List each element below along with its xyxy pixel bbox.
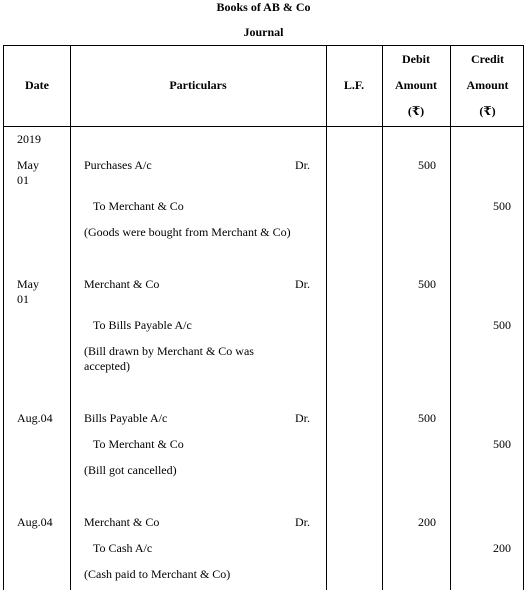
header-particulars: Particulars	[169, 78, 227, 92]
header-debit-line1: Debit	[402, 52, 430, 66]
header-divider	[4, 126, 523, 127]
header-credit-line2: Amount	[466, 78, 509, 92]
entry-3-dr: Dr.	[295, 411, 310, 425]
entry-2-date: May 01	[17, 277, 39, 306]
entry-1-credit-amount: 500	[493, 199, 511, 213]
entry-4-credit-amount: 200	[493, 541, 511, 555]
entry-3-debit-amount: 500	[418, 411, 436, 425]
column-divider	[70, 46, 71, 590]
header-credit-line3: (₹)	[479, 104, 496, 118]
entry-4-credit-account: To Cash A/c	[93, 541, 153, 555]
entry-4-debit-amount: 200	[418, 515, 436, 529]
entry-3-date: Aug.04	[17, 411, 53, 425]
entry-2-credit-account: To Bills Payable A/c	[93, 318, 192, 332]
entry-2-debit-account: Merchant & Co	[84, 277, 160, 291]
entry-3-narration: (Bill got cancelled)	[84, 463, 177, 477]
entry-1-debit-account: Purchases A/c	[84, 158, 152, 172]
entry-2-narration: (Bill drawn by Merchant & Co was accepted)	[84, 344, 254, 373]
header-debit-line3: (₹)	[407, 104, 425, 118]
entry-1-dr: Dr.	[295, 158, 310, 172]
entry-2-debit-amount: 500	[418, 277, 436, 291]
entry-4-debit-account: Merchant & Co	[84, 515, 160, 529]
journal-table	[3, 45, 524, 590]
entry-3-credit-account: To Merchant & Co	[93, 437, 184, 451]
entry-3-debit-account: Bills Payable A/c	[84, 411, 168, 425]
header-debit-line2: Amount	[394, 78, 437, 92]
header-date: Date	[25, 78, 49, 92]
entry-4-narration: (Cash paid to Merchant & Co)	[84, 567, 231, 581]
entry-1-debit-amount: 500	[418, 158, 436, 172]
header-lf: L.F.	[343, 78, 365, 92]
entry-1-date: May 01	[17, 158, 39, 187]
header-credit-line1: Credit	[470, 52, 505, 66]
entry-1-credit-account: To Merchant & Co	[93, 199, 184, 213]
book-title: Books of AB & Co	[216, 0, 311, 14]
year-label: 2019	[17, 132, 41, 146]
entry-4-dr: Dr.	[295, 515, 310, 529]
column-divider	[326, 46, 327, 590]
entry-2-credit-amount: 500	[493, 318, 511, 332]
entry-3-credit-amount: 500	[493, 437, 511, 451]
entry-4-date: Aug.04	[17, 515, 53, 529]
column-divider	[382, 46, 383, 590]
entry-2-dr: Dr.	[295, 277, 310, 291]
entry-1-narration: (Goods were bought from Merchant & Co)	[84, 225, 291, 239]
journal-title: Journal	[243, 25, 284, 39]
